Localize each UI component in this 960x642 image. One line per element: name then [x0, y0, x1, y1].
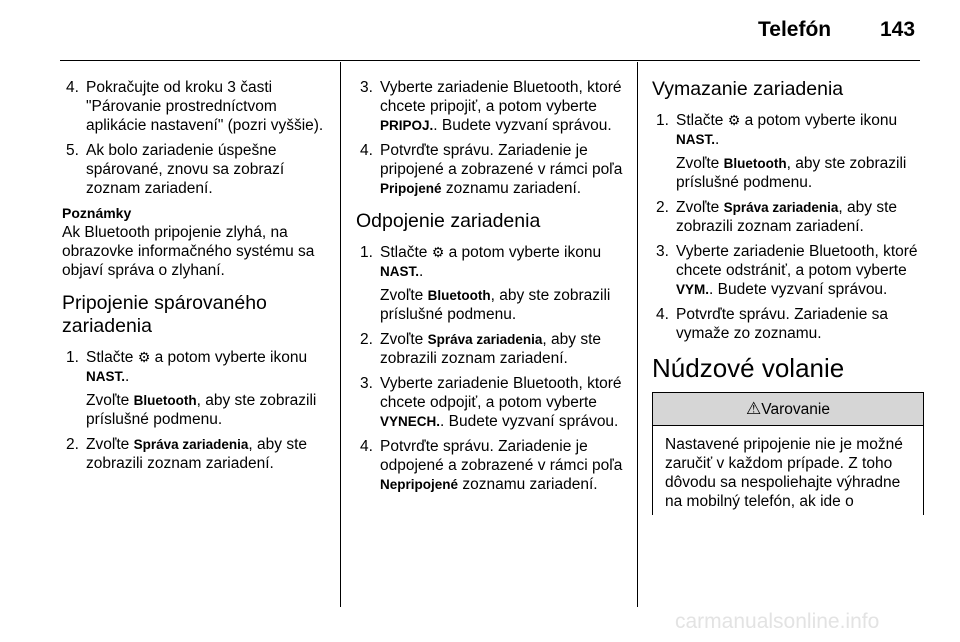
- settings-gear-icon: ⚙: [137, 349, 151, 365]
- disconnect-steps: [356, 243, 628, 494]
- list-item: 3. Vyberte zariadenie Bluetooth, ktoré chcete odstrániť, a potom vyberte VYM.. Budete vyzvaní správou.: [656, 243, 918, 298]
- list-item: 3. Vyberte zariadenie Bluetooth, ktoré chcete odpojiť, a potom vyberte VYNECH.. Budete vyzvaní správou.: [360, 375, 622, 430]
- header-rule: [60, 60, 920, 61]
- connect-steps-continued: [356, 78, 628, 198]
- settings-gear-icon: ⚙: [727, 112, 741, 128]
- column-divider-right: [637, 62, 638, 607]
- list-item: 5. Ak bolo zariadenie úspešne spárované, znovu sa zobrazí zoznam zariadení.: [66, 142, 285, 197]
- list-item: 4. Potvrďte správu. Zariadenie je odpojené a zobrazené v rámci poľa Nepripojené zoznamu zariadení.: [360, 438, 623, 493]
- list-item: 4. Potvrďte správu. Zariadenie sa vymaže zo zoznamu.: [656, 306, 888, 342]
- watermark: carmanualsonline.info: [675, 610, 880, 633]
- list-item: 2. Zvoľte Správa zariadenia, aby ste zobrazili zoznam zariadení.: [656, 199, 898, 235]
- delete-steps: [652, 111, 924, 343]
- list-item: 4. Pokračujte od kroku 3 časti "Párovanie prostredníctvom aplikácie nastavení" (pozri vyššie).: [66, 79, 324, 134]
- column-1: [62, 78, 332, 479]
- list-item: 1. Stlačte ⚙ a potom vyberte ikonu NAST.. Zvoľte Bluetooth, aby ste zobrazili príslušné podmenu.: [66, 349, 317, 428]
- warning-box: [652, 392, 924, 515]
- list-item: 2. Zvoľte Správa zariadenia, aby ste zobrazili zoznam zariadení.: [66, 436, 308, 472]
- section-title-delete: Vymazanie zariadenia: [652, 78, 844, 100]
- continued-list: [62, 78, 332, 198]
- chapter-title-emergency-call: Núdzové volanie: [652, 353, 845, 383]
- note-text: Ak Bluetooth pripojenie zlyhá, na obrazovke informačného systému sa objaví správa o zlyhaní.: [62, 224, 315, 279]
- connect-steps: [62, 348, 332, 473]
- column-3: [652, 78, 924, 515]
- warning-text: Nastavené pripojenie nie je možné zaručiť v každom prípade. Z toho dôvodu sa nespoliehajte výhradne na mobilný telefón, ak ide o: [665, 436, 903, 510]
- list-item: 3. Vyberte zariadenie Bluetooth, ktoré chcete pripojiť, a potom vyberte PRIPOJ.. Budete vyzvaní správou.: [360, 79, 622, 134]
- settings-gear-icon: ⚙: [431, 244, 445, 260]
- warning-title: Varovanie: [761, 401, 830, 418]
- note-title: Poznámky: [62, 205, 132, 221]
- list-item: 1. Stlačte ⚙ a potom vyberte ikonu NAST.. Zvoľte Bluetooth, aby ste zobrazili príslušné podmenu.: [656, 112, 907, 191]
- section-title-connect: Pripojenie spárovaného zariadenia: [62, 292, 267, 337]
- page-header-title: Telefón: [758, 18, 832, 41]
- list-item: 2. Zvoľte Správa zariadenia, aby ste zobrazili zoznam zariadení.: [360, 331, 602, 367]
- column-divider-left: [340, 62, 341, 607]
- warning-header: [653, 393, 923, 426]
- column-2: [356, 78, 628, 500]
- section-title-disconnect: Odpojenie zariadenia: [356, 210, 541, 232]
- warning-triangle-icon: ⚠: [746, 399, 762, 418]
- list-item: 1. Stlačte ⚙ a potom vyberte ikonu NAST.. Zvoľte Bluetooth, aby ste zobrazili príslušné podmenu.: [360, 244, 611, 323]
- list-item: 4. Potvrďte správu. Zariadenie je pripojené a zobrazené v rámci poľa Pripojené zoznamu zariadení.: [360, 142, 623, 197]
- page-number: 143: [880, 18, 916, 41]
